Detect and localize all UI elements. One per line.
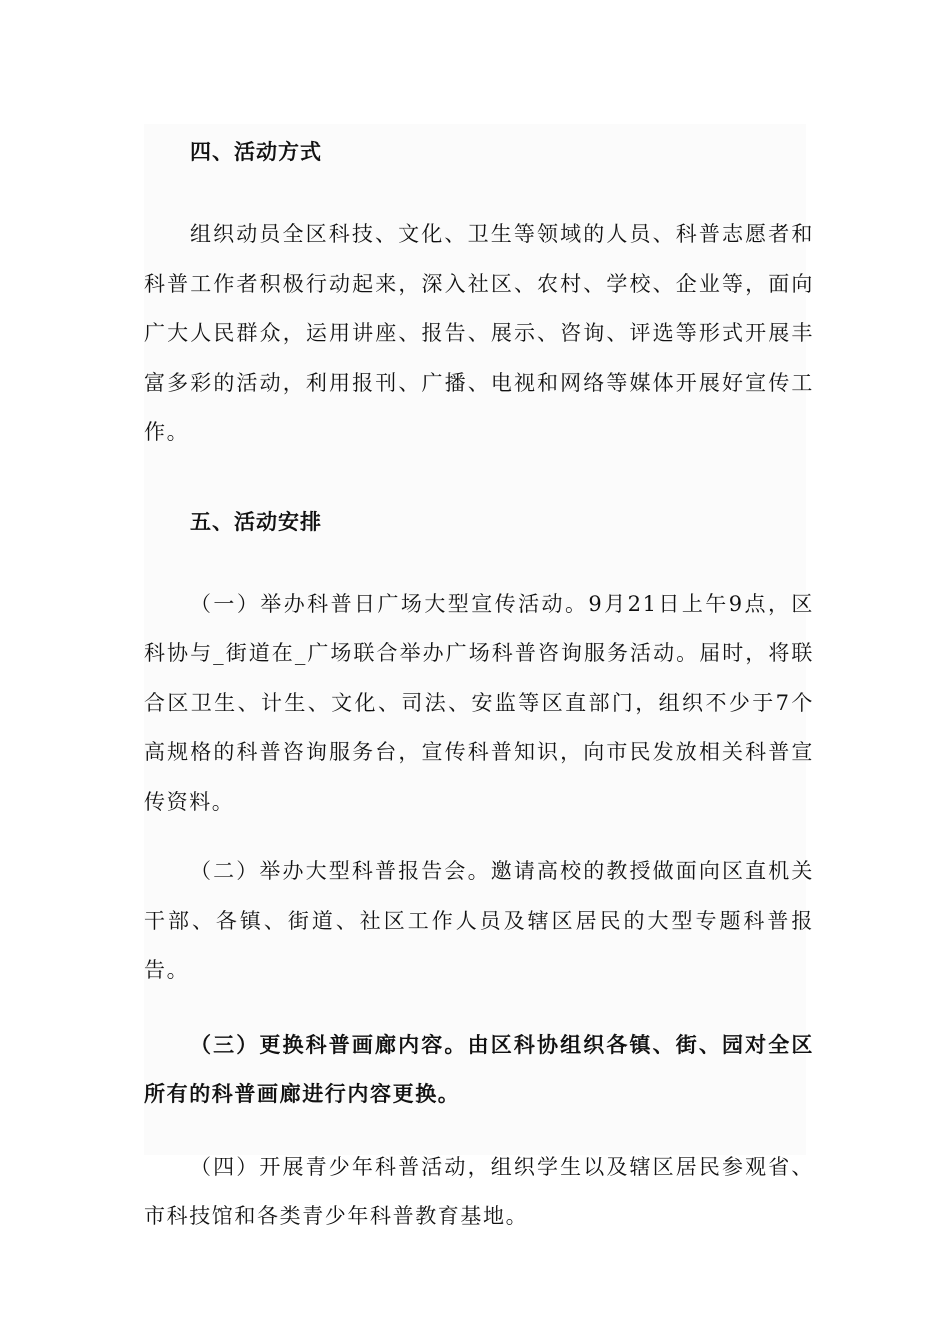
arrangement-item-1: （一）举办科普日广场大型宣传活动。9月21日上午9点，区科协与_街道在_广场联合举办广场科普咨询服务活动。届时，将联合区卫生、计生、文化、司法、安监等区直部门，组织不少于7个高规格的科普咨询服务台，宣传科普知识，向市民发放相关科普宣传资料。 [144,591,814,814]
arrangement-item-4: （四）开展青少年科普活动，组织学生以及辖区居民参观省、市科技馆和各类青少年科普教育基地。 [144,1154,814,1228]
document-body [144,124,814,1242]
section-4-heading: 四、活动方式 [190,139,322,164]
arrangement-item-3: （三）更换科普画廊内容。由区科协组织各镇、街、园对全区所有的科普画廊进行内容更换。 [144,1031,814,1106]
section-5-heading: 五、活动安排 [190,508,322,534]
section-4-paragraph: 组织动员全区科技、文化、卫生等领域的人员、科普志愿者和科普工作者积极行动起来，深入社区、农村、学校、企业等，面向广大人民群众，运用讲座、报告、展示、咨询、评选等形式开展丰富多彩的活动，利用报刊、广播、电视和网络等媒体开展好宣传工作。 [144,222,814,444]
arrangement-item-2: （二）举办大型科普报告会。邀请高校的教授做面向区直机关干部、各镇、街道、社区工作人员及辖区居民的大型专题科普报告。 [144,859,814,982]
